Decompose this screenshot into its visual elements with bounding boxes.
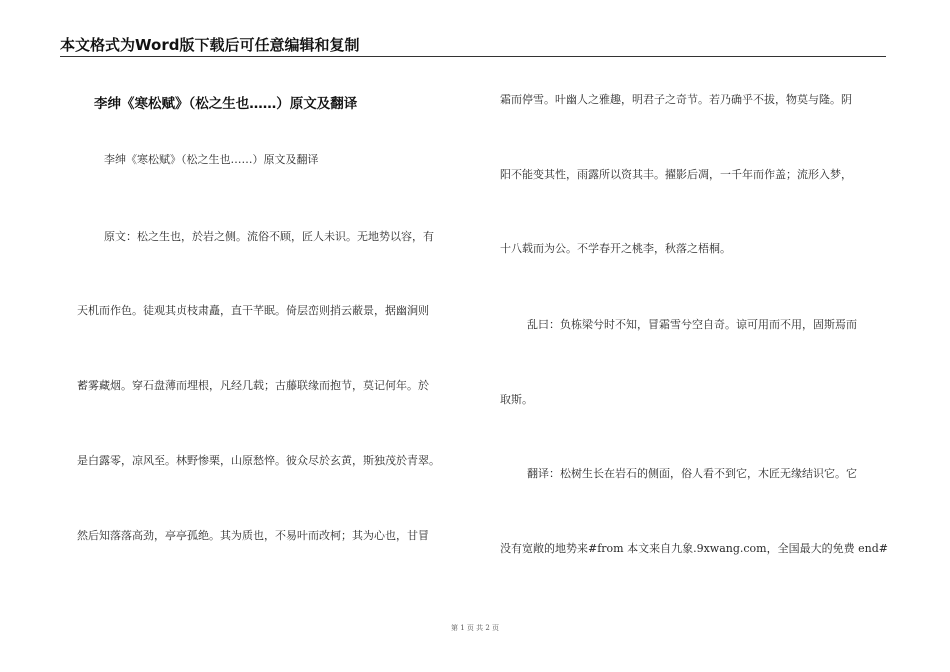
right-line-7: 没有宽敞的地势来#from 本文来自九象.9xwang.com，全国最大的免费 end#	[500, 542, 888, 555]
left-line-3: 天机而作色。徒观其贞枝肃矗，直干芊眠。倚层峦则捎云蔽景，据幽涧则	[77, 304, 429, 317]
header-divider	[60, 56, 886, 57]
document-title: 李绅《寒松赋》（松之生也……）原文及翻译	[94, 96, 358, 112]
left-line-2: 原文：松之生也，於岩之侧。流俗不顾，匠人未识。无地势以容，有	[104, 230, 434, 243]
left-line-5: 是白露零，凉风至。林野惨栗，山原愁悴。彼众尽於玄黄，斯独茂於青翠。	[77, 454, 440, 467]
left-line-4: 蓄雾藏烟。穿石盘薄而埋根，凡经几载；古藤联缘而抱节，莫记何年。於	[77, 379, 429, 392]
page-number: 第 1 页 共 2 页	[450, 624, 500, 632]
right-line-3: 十八载而为公。不学春开之桃李，秋落之梧桐。	[500, 242, 731, 255]
right-line-2: 阳不能变其性，雨露所以资其丰。擢影后凋，一千年而作盖；流形入梦，	[500, 168, 852, 181]
right-line-1: 霜而停雪。叶幽人之雅趣，明君子之奇节。若乃确乎不拔，物莫与隆。阴	[500, 93, 852, 106]
left-line-1: 李绅《寒松赋》（松之生也……）原文及翻译	[104, 153, 319, 166]
left-line-6: 然后知落落高劲，亭亭孤绝。其为质也，不易叶而改柯；其为心也，甘冒	[77, 529, 429, 542]
right-line-6: 翻译：松树生长在岩石的侧面，俗人看不到它，木匠无缘结识它。它	[527, 467, 857, 480]
page-header: 本文格式为Word版下载后可任意编辑和复制	[60, 36, 360, 54]
right-line-4: 乱曰：负栋梁兮时不知，冒霜雪兮空自奇。谅可用而不用，固斯焉而	[527, 318, 857, 331]
right-line-5: 取斯。	[500, 393, 533, 406]
